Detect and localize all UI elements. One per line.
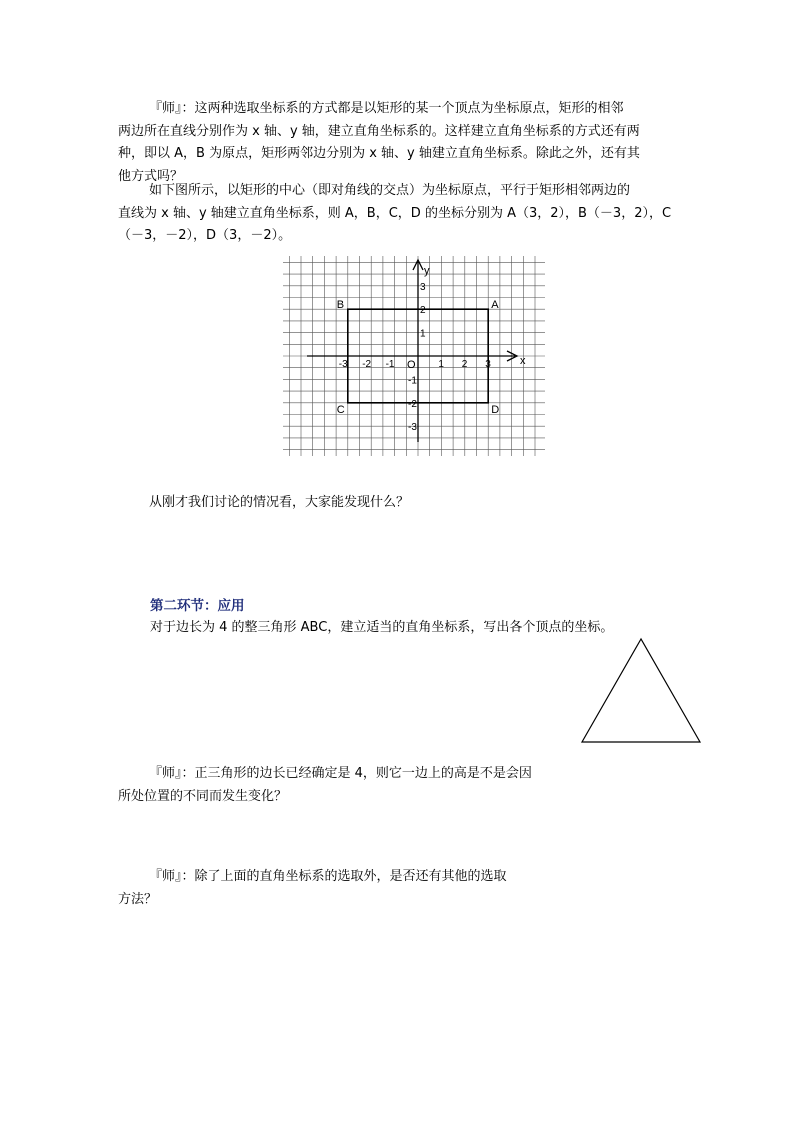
- paragraph-5-cont: [118, 786, 676, 809]
- p1-line-2: 两边所在直线分别作为 x 轴、y 轴，建立直角坐标系的。这样建立直角坐标系的方式还有两: [118, 123, 640, 139]
- paragraph-1-cont: [118, 121, 676, 189]
- paragraph-3: [118, 492, 676, 515]
- y-tick-label: 1: [420, 328, 426, 340]
- p4-text: 对于边长为 4 的整三角形 ABC，建立适当的直角坐标系，写出各个顶点的坐标。: [150, 620, 614, 635]
- p1-line-1: 『师』：这两种选取坐标系的方式都是以矩形的某一个顶点为坐标原点，矩形的相邻: [149, 101, 624, 116]
- p1-line-3: 种，即以 A，B 为原点，矩形两邻边分别为 x 轴、y 轴建立直角坐标系。除此之外，还有其: [118, 146, 640, 161]
- y-tick-label: 3: [420, 281, 426, 293]
- paragraph-2: [118, 180, 676, 203]
- x-tick-label: -1: [385, 359, 395, 370]
- p6-line-1: 『师』：除了上面的直角坐标系的选取外，是否还有其他的选取: [149, 869, 507, 884]
- y-tick-label: -3: [408, 422, 417, 434]
- vertex-label-b: B: [336, 299, 345, 312]
- paragraph-6: [118, 866, 676, 889]
- p2-line-1: 如下图所示，以矩形的中心（即对角线的交点）为坐标原点，平行于矩形相邻两边的: [149, 183, 631, 198]
- vertex-label-a: A: [491, 299, 499, 312]
- x-tick-label: -3: [338, 359, 348, 370]
- x-axis-label: x: [520, 355, 526, 367]
- y-axis-label: y: [424, 265, 430, 277]
- paragraph-2-cont: [118, 203, 676, 248]
- x-tick-label: 3: [485, 359, 491, 370]
- y-tick-label: 2: [420, 305, 426, 317]
- vertex-label-d: D: [491, 403, 500, 416]
- x-tick-label: -2: [362, 359, 372, 370]
- p2-line-3: （－3，－2），D（3，－2）。: [118, 228, 292, 243]
- graph-labels: [337, 265, 526, 433]
- origin-label: O: [407, 359, 416, 371]
- paragraph-1: [118, 98, 676, 121]
- y-tick-label: -2: [408, 398, 417, 410]
- triangle-figure: [578, 634, 706, 746]
- p3-text: 从刚才我们讨论的情况看，大家能发现什么？: [149, 495, 410, 510]
- p5-line-1: 『师』：正三角形的边长已经确定是 4，则它一边上的高是不是会因: [149, 766, 532, 781]
- y-tick-label: -1: [408, 375, 417, 387]
- x-tick-label: 2: [461, 359, 468, 370]
- vertex-label-c: C: [336, 403, 345, 416]
- section-heading: 第二环节：应用: [150, 598, 245, 614]
- x-tick-label: 1: [438, 359, 444, 370]
- coordinate-graph: [283, 256, 545, 456]
- p5-line-2: 所处位置的不同而发生变化？: [118, 788, 288, 804]
- p1-line-4: 他方式吗？: [118, 168, 184, 184]
- equilateral-triangle: [582, 639, 700, 742]
- paragraph-5: [118, 763, 676, 786]
- p6-line-2: 方法？: [118, 891, 158, 907]
- p2-line-2: 直线为 x 轴、y 轴建立直角坐标系，则 A，B，C，D 的坐标分别为 A（3，2），B（－3，2），C: [118, 205, 672, 221]
- paragraph-6-cont: [118, 889, 676, 912]
